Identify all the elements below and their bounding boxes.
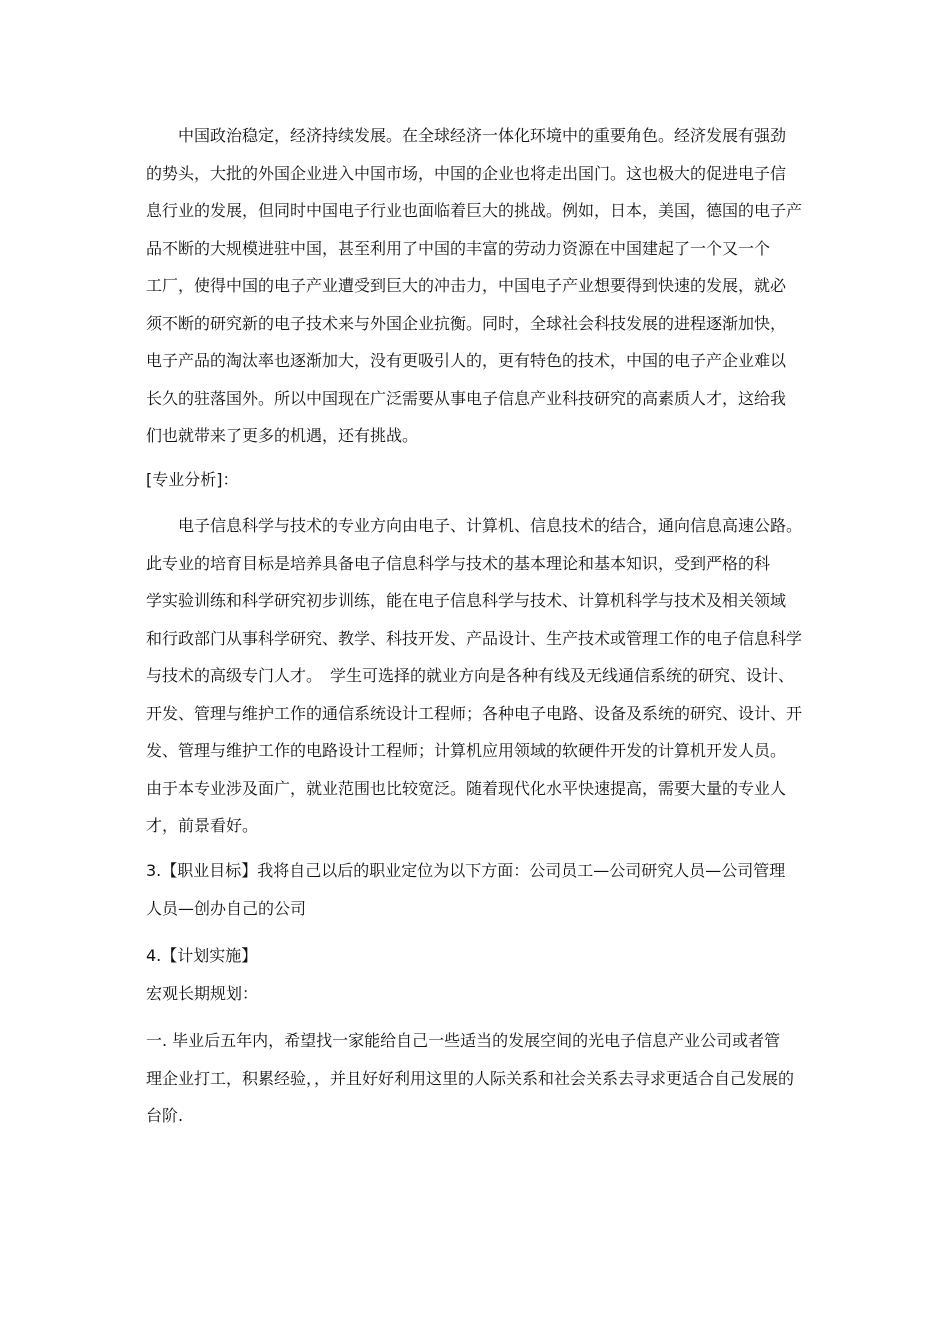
paragraph-line: 长久的驻落国外。所以中国现在广泛需要从事电子信息产业科技研究的高素质人才，这给我 <box>146 388 787 408</box>
paragraph-line: 息行业的发展，但同时中国电子行业也面临着巨大的挑战。例如，日本，美国，德国的电子产 <box>146 201 803 220</box>
paragraph-line: 的势头，大批的外国企业进入中国市场，中国的企业也将走出国门。这也极大的促进电子信 <box>146 163 787 183</box>
paragraph-line: 电子产品的淘汰率也逐渐加大，没有更吸引人的，更有特色的技术，中国的电子产企业难以 <box>146 351 787 370</box>
macro-heading-block <box>146 975 826 1013</box>
paragraph-line: 此专业的培育目标是培养具备电子信息科学与技术的基本理论和基本知识，受到严格的科 <box>146 553 771 573</box>
major-analysis-label: [专业分析]： <box>146 470 239 489</box>
paragraph-line: 理企业打工，积累经验，，并且好好利用这里的人际关系和社会关系去寻求更适合自己发展的 <box>146 1068 795 1088</box>
paragraph-line: 与技术的高级专门人才。 学生可选择的就业方向是各种有线及无线通信系统的研究、设计、 <box>146 666 795 685</box>
paragraph-line: 台阶. <box>146 1106 184 1125</box>
paragraph-line: 发、管理与维护工作的电路设计工程师；计算机应用领域的软硬件开发的计算机开发人员。 <box>146 741 787 760</box>
paragraph-line: 工厂，使得中国的电子产业遭受到巨大的冲击力，中国电子产业想要得到快速的发展，就必 <box>146 276 787 295</box>
paragraph-line: 中国政治稳定，经济持续发展。在全球经济一体化环境中的重要角色。经济发展有强劲 <box>178 126 787 145</box>
macro-plan-heading: 宏观长期规划： <box>146 984 259 1003</box>
major-analysis-label-block <box>146 461 826 499</box>
step-one-paragraph <box>146 1022 826 1135</box>
major-analysis-paragraph <box>146 507 826 845</box>
paragraph-line: 由于本专业涉及面广，就业范围也比较宽泛。随着现代化水平快速提高，需要大量的专业人 <box>146 778 787 798</box>
paragraph-line: 品不断的大规模进驻中国，甚至利用了中国的丰富的劳动力资源在中国建起了一个又一个 <box>146 238 771 258</box>
paragraph-line: 和行政部门从事科学研究、教学、科技开发、产品设计、生产技术或管理工作的电子信息科学 <box>146 628 803 648</box>
paragraph-line: 一. 毕业后五年内，希望找一家能给自己一些适当的发展空间的光电子信息产业公司或者管 <box>146 1031 781 1050</box>
career-goal-line: 人员—创办自己的公司 <box>146 898 307 918</box>
plan-heading-block <box>146 937 826 975</box>
paragraph-line: 才，前景看好。 <box>146 816 259 835</box>
intro-paragraph <box>146 117 826 455</box>
plan-heading: 4.【计划实施】 <box>146 946 258 965</box>
paragraph-line: 须不断的研究新的电子技术来与外国企业抗衡。同时，全球社会科技发展的进程逐渐加快， <box>146 313 787 333</box>
paragraph-line: 们也就带来了更多的机遇，还有挑战。 <box>146 426 419 445</box>
paragraph-line: 开发、管理与维护工作的通信系统设计工程师；各种电子电路、设备及系统的研究、设计、开 <box>146 703 803 723</box>
paragraph-line: 电子信息科学与技术的专业方向由电子、计算机、信息技术的结合，通向信息高速公路。 <box>178 516 803 535</box>
career-goal-line: 3.【职业目标】我将自己以后的职业定位为以下方面：公司员工—公司研究人员—公司管理 <box>146 861 786 880</box>
career-goal-section <box>146 852 826 927</box>
paragraph-line: 学实验训练和科学研究初步训练，能在电子信息科学与技术、计算机科学与技术及相关领域 <box>146 591 787 610</box>
